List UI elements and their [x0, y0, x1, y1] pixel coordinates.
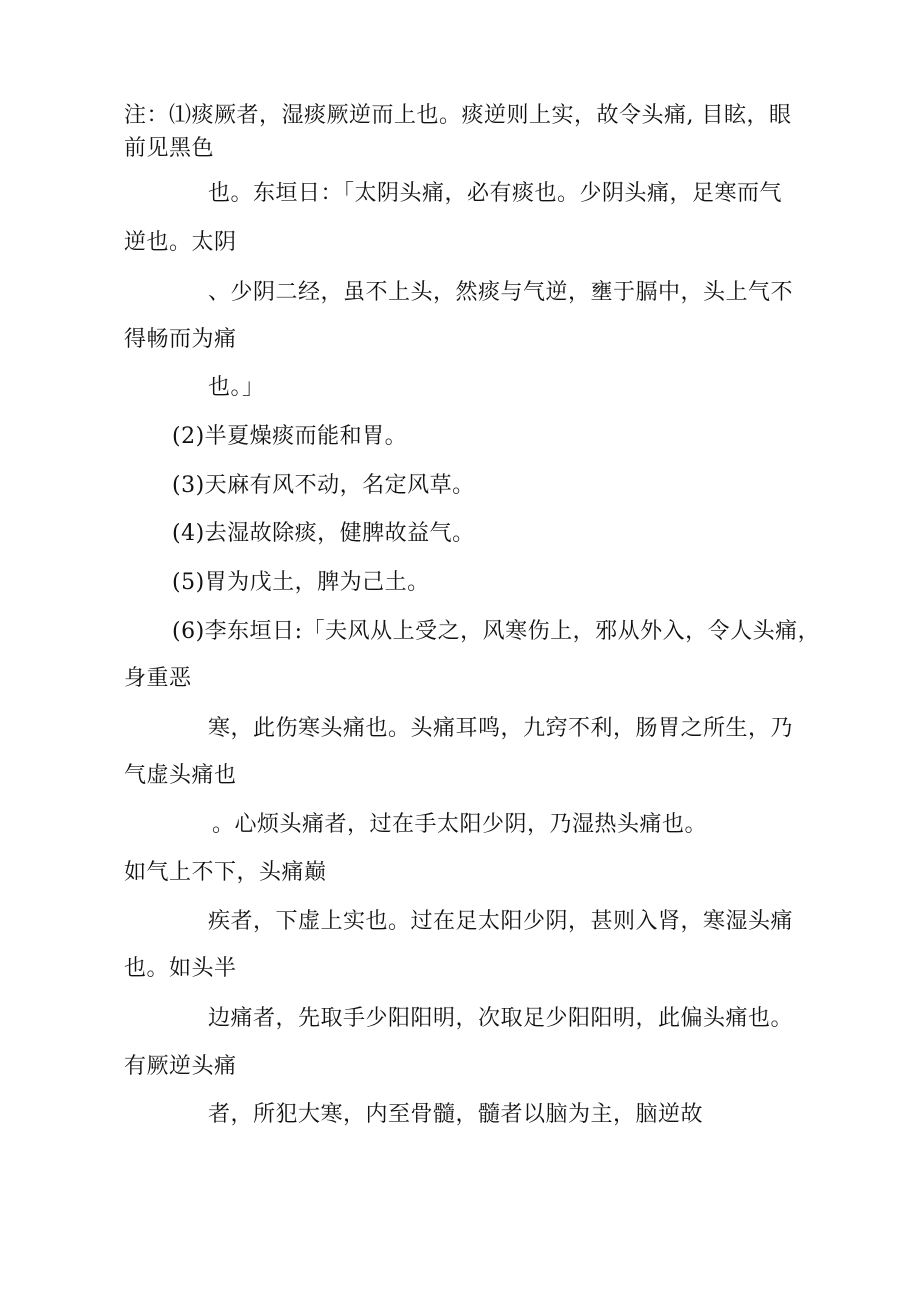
text-line: 气虚头痛也	[124, 763, 237, 788]
list-item: (4)去湿故除痰，健脾故益气。	[172, 521, 475, 546]
text-line: 也。」	[208, 375, 265, 400]
text-line: 如气上不下，头痛巅	[124, 860, 327, 885]
text-line: 、少阴二经，虽不上头，然痰与气逆，壅于膈中，头上气不	[208, 280, 794, 305]
text-line: 寒，此伤寒头痛也。头痛耳鸣，九窍不利，肠胃之所生，乃	[208, 716, 794, 741]
text-line: 也。东垣日：「太阴头痛，必有痰也。少阴头痛，足寒而气	[208, 181, 783, 206]
text-line: 者，所犯大寒，内至骨髓，髓者以脑为主，脑逆故	[208, 1102, 704, 1127]
list-item: (6)李东垣日:「夫风从上受之，风寒伤上，邪从外入，令人头痛，	[172, 619, 821, 644]
list-item: (5)胃为戊土，脾为己土。	[172, 570, 430, 595]
text-line: 疾者，下虚上实也。过在足太阳少阴，甚则入肾，寒湿头痛	[208, 909, 794, 934]
text-line: 得畅而为痛	[124, 327, 237, 352]
text-line: 逆也。太阴	[124, 230, 237, 255]
text-line: 边痛者，先取手少阳阳明，次取足少阳阳明，此偏头痛也。	[208, 1006, 794, 1031]
text-line: 也。如头半	[124, 956, 237, 981]
text-line: 。心烦头痛者，过在手太阳少阴，乃湿热头痛也。	[212, 812, 708, 837]
list-item: (3)天麻有风不动，名定风草。	[172, 473, 475, 498]
text-line: 前见黑色	[124, 136, 215, 161]
list-item: (2)半夏燥痰而能和胃。	[172, 424, 408, 449]
text-line: 注：⑴痰厥者，湿痰厥逆而上也。痰逆则上实，故令头痛, 目眩，眼	[124, 103, 792, 128]
text-line: 有厥逆头痛	[124, 1054, 237, 1079]
text-line: 身重恶	[124, 666, 192, 691]
